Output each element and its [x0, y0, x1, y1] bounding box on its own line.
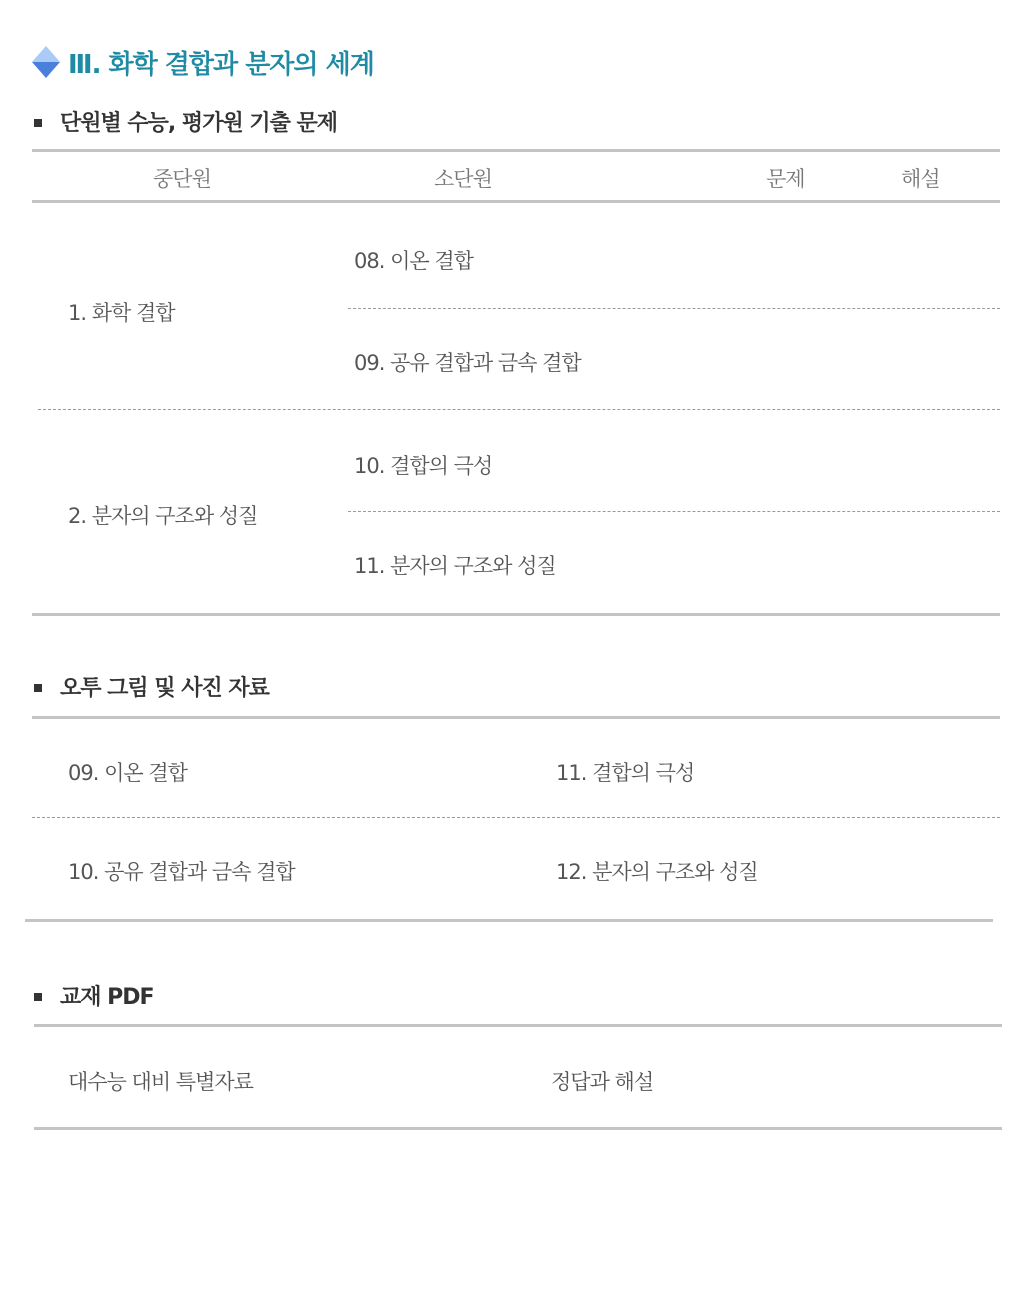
section-bullet: [34, 993, 42, 1001]
header-problem: 문제: [766, 167, 805, 191]
table-top-rule: [32, 149, 1000, 152]
section2-top-rule: [32, 716, 1000, 719]
middle-unit-label: 1. 화학 결합: [68, 301, 175, 325]
image-material-link[interactable]: 09. 이온 결합: [68, 761, 187, 785]
group-divider: [38, 409, 1000, 410]
section-title-images: 오투 그림 및 사진 자료: [60, 676, 269, 701]
small-unit-link[interactable]: 08. 이온 결합: [354, 249, 473, 273]
diamond-icon: [30, 44, 62, 80]
header-solution: 해설: [901, 167, 940, 191]
table-bottom-rule: [32, 613, 1000, 616]
section-title-exam: 단원별 수능, 평가원 기출 문제: [60, 111, 338, 136]
section-title-pdf: 교재 PDF: [60, 985, 154, 1010]
pdf-link[interactable]: 대수능 대비 특별자료: [68, 1070, 253, 1094]
image-material-link[interactable]: 10. 공유 결합과 금속 결합: [68, 860, 295, 884]
row-divider: [348, 511, 1000, 512]
section3-top-rule: [34, 1024, 1002, 1027]
pdf-link[interactable]: 정답과 해설: [551, 1070, 654, 1094]
page-title: Ⅲ. 화학 결합과 분자의 세계: [68, 50, 374, 80]
small-unit-link[interactable]: 10. 결합의 극성: [354, 454, 493, 478]
section2-bottom-rule: [25, 919, 993, 922]
small-unit-link[interactable]: 11. 분자의 구조와 성질: [354, 554, 556, 578]
small-unit-link[interactable]: 09. 공유 결합과 금속 결합: [354, 351, 581, 375]
middle-unit-label: 2. 분자의 구조와 성질: [68, 504, 258, 528]
row-divider: [32, 817, 1000, 818]
table-header-rule: [32, 200, 1000, 203]
section-bullet: [34, 684, 42, 692]
header-middle-unit: 중단원: [153, 167, 211, 191]
section-bullet: [34, 119, 42, 127]
image-material-link[interactable]: 11. 결합의 극성: [556, 761, 695, 785]
section3-bottom-rule: [34, 1127, 1002, 1130]
row-divider: [348, 308, 1000, 309]
image-material-link[interactable]: 12. 분자의 구조와 성질: [556, 860, 758, 884]
header-small-unit: 소단원: [434, 167, 492, 191]
